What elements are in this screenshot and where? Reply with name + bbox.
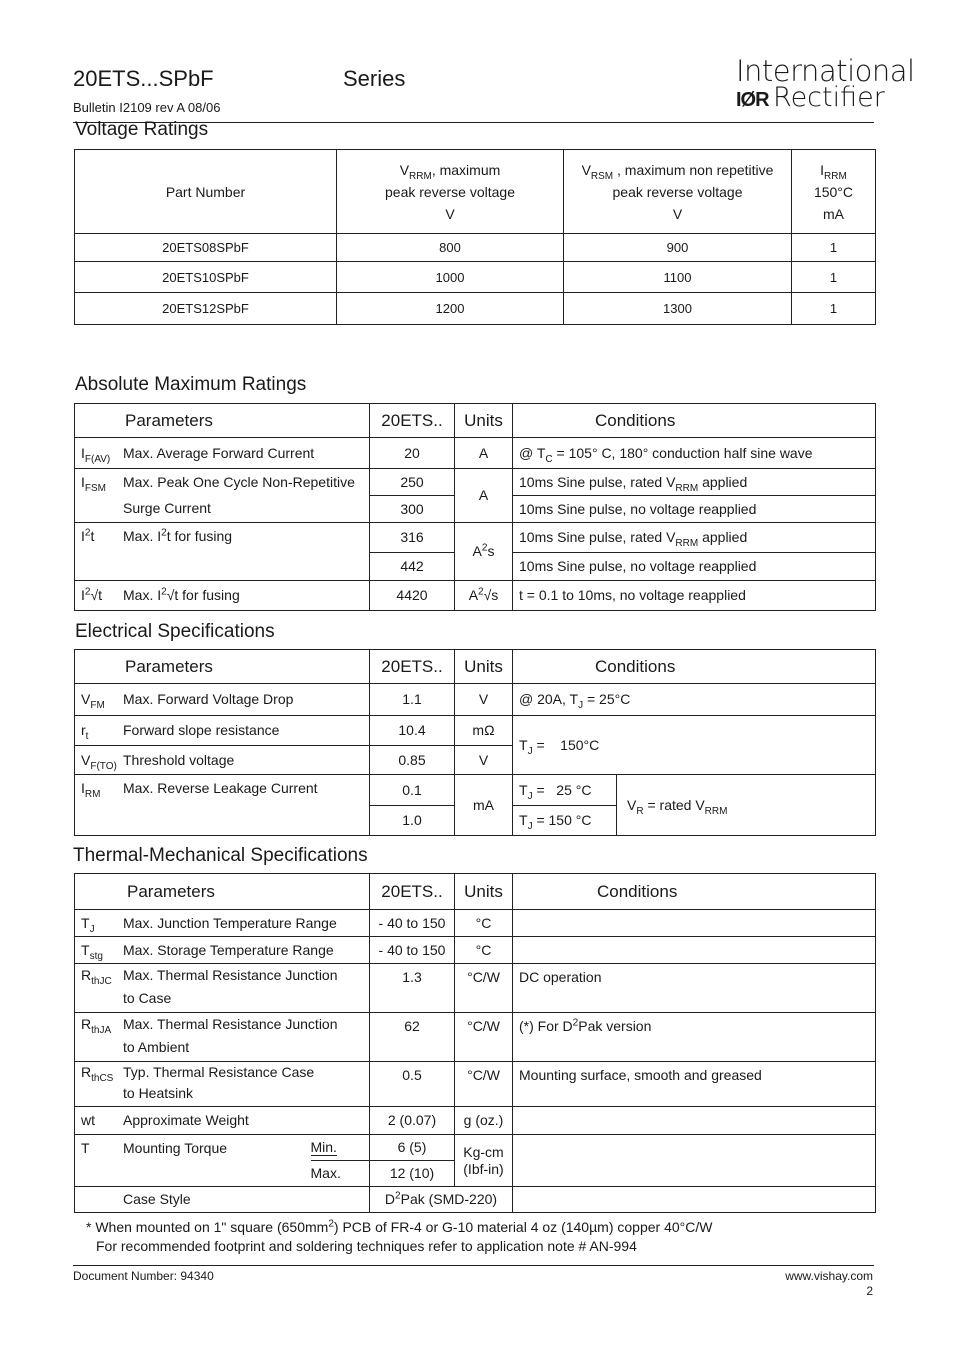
value-cell: 6 (5) <box>370 1135 455 1161</box>
value-cell: 250 <box>370 469 455 496</box>
parameters-header: Parameters <box>75 650 370 684</box>
unit-cell: °C <box>455 937 513 964</box>
table-header-row <box>75 874 876 910</box>
parameter-cell: $I_{FSM}$ Max. Peak One Cycle Non-Repetitive <box>75 469 370 496</box>
value-header: 20ETS.. <box>370 650 455 684</box>
table-row <box>75 293 876 325</box>
table-row <box>75 234 876 262</box>
irrm-header: $I_{RRM}$ 150°C mA <box>792 150 876 234</box>
vrsm-cell: 900 <box>564 234 792 262</box>
torque-min-label: Min. <box>311 1135 370 1161</box>
unit-cell: °C/W <box>455 1013 513 1062</box>
absolute-max-title: Absolute Maximum Ratings <box>75 374 307 395</box>
unit-cell: °C/W <box>455 964 513 1013</box>
logo-ior-mark: IØR <box>736 89 769 111</box>
document-number: Document Number: 94340 <box>73 1269 214 1283</box>
conditions-header: Conditions <box>513 404 876 438</box>
condition-cell: $T_J = 25$ °C <box>513 775 617 806</box>
table-row <box>75 1107 876 1135</box>
value-cell: 2 (0.07) <box>370 1107 455 1135</box>
condition-cell: $V_R$ = rated $V_{RRM}$ <box>617 775 876 836</box>
table-header-row <box>75 650 876 684</box>
part-number-header: Part Number <box>75 150 337 234</box>
voltage-header-row <box>75 150 876 234</box>
logo-line-2: Rectifier <box>773 82 885 113</box>
parameter-cell: $R_{thCS}$ Typ. Thermal Resistance Case to Heatsink <box>75 1062 370 1107</box>
condition-cell <box>513 1107 876 1135</box>
parameter-cell: $R_{thJA}$ Max. Thermal Resistance Junction to Ambient <box>75 1013 370 1062</box>
units-header: Units <box>455 404 513 438</box>
parameter-cell: $I_{RM}$ Max. Reverse Leakage Current <box>75 775 370 836</box>
value-cell: 300 <box>370 496 455 523</box>
conditions-header: Conditions <box>513 874 876 910</box>
parameter-cell: $I^2√t$ Max. $I^2√t$ for fusing <box>75 581 370 611</box>
value-cell: 10.4 <box>370 716 455 746</box>
condition-cell: Mounting surface, smooth and greased <box>513 1062 876 1107</box>
parameter-cell: $I_{F(AV)}$ Max. Average Forward Current <box>75 438 370 469</box>
vrrm-header: $V_{RRM}$, maximum peak reverse voltage V <box>337 150 564 234</box>
value-cell: 12 (10) <box>370 1161 455 1187</box>
unit-cell: mA <box>455 775 513 836</box>
table-row <box>75 1013 876 1062</box>
value-cell: 442 <box>370 553 455 581</box>
parameter-cell: T Mounting Torque <box>75 1135 311 1187</box>
units-header: Units <box>455 874 513 910</box>
table-row <box>75 1187 876 1213</box>
absolute-max-table <box>74 403 876 611</box>
condition-cell: (*) For $D^2Pak$ version <box>513 1013 876 1062</box>
value-cell: - 40 to 150 <box>370 910 455 937</box>
unit-cell: °C/W <box>455 1062 513 1107</box>
parameter-cell: $I^2t$ Max. $I^2t$ for fusing <box>75 523 370 581</box>
parameter-cell: $R_{thJC}$ Max. Thermal Resistance Junction to Case <box>75 964 370 1013</box>
website-link[interactable]: www.vishay.com <box>785 1269 873 1283</box>
parameter-cell: wt Approximate Weight <box>75 1107 370 1135</box>
condition-cell: 10ms Sine pulse, no voltage reapplied <box>513 553 876 581</box>
table-row <box>75 523 876 553</box>
parameter-cell: $T_{stg}$ Max. Storage Temperature Range <box>75 937 370 964</box>
footnote-line-1: * When mounted on 1" square $(650mm^2)$ PCB of FR-4 or G-10 material 4 oz (140µm) copper 40°C/W <box>86 1218 713 1235</box>
value-cell: 0.1 <box>370 775 455 806</box>
unit-cell: A <box>455 438 513 469</box>
table-row <box>75 581 876 611</box>
part-number-cell: 20ETS10SPbF <box>75 262 337 293</box>
company-logo <box>736 54 915 113</box>
parameter-cell: $V_{F(TO)}$ Threshold voltage <box>75 746 370 775</box>
vrrm-cell: 1000 <box>337 262 564 293</box>
electrical-specs-table <box>74 649 876 836</box>
voltage-ratings-title: Voltage Ratings <box>75 119 209 140</box>
unit-cell: g (oz.) <box>455 1107 513 1135</box>
table-row <box>75 438 876 469</box>
parameters-header: Parameters <box>75 874 370 910</box>
condition-cell <box>513 1187 876 1213</box>
vrrm-cell: 800 <box>337 234 564 262</box>
value-cell: 62 <box>370 1013 455 1062</box>
condition-cell: @ $T_C = 105^\circ$ C, 180° conduction half sine wave <box>513 438 876 469</box>
value-cell: 20 <box>370 438 455 469</box>
part-number-cell: 20ETS08SPbF <box>75 234 337 262</box>
parameters-header: Parameters <box>75 404 370 438</box>
value-cell: 1.3 <box>370 964 455 1013</box>
value-cell: 0.85 <box>370 746 455 775</box>
condition-cell <box>513 937 876 964</box>
unit-cell: V <box>455 684 513 716</box>
condition-cell: t = 0.1 to 10ms, no voltage reapplied <box>513 581 876 611</box>
condition-cell: 10ms Sine pulse, rated $V_{RRM}$ applied <box>513 523 876 553</box>
series-label: Series <box>343 66 406 91</box>
table-row <box>75 262 876 293</box>
footnote-line-2: For recommended footprint and soldering techniques refer to application note # AN-994 <box>96 1238 637 1254</box>
table-row <box>75 1135 876 1161</box>
unit-cell: °C <box>455 910 513 937</box>
part-number-cell: 20ETS12SPbF <box>75 293 337 325</box>
bulletin-text: Bulletin I2109 rev A 08/06 <box>73 100 221 115</box>
table-row <box>75 716 876 746</box>
part-series-title: 20ETS...SPbF <box>73 66 214 91</box>
condition-cell: $T_J$ = 150°C <box>513 716 876 775</box>
page-number: 2 <box>866 1284 873 1298</box>
value-cell: 0.5 <box>370 1062 455 1107</box>
table-row <box>75 937 876 964</box>
parameter-cell: $V_{FM}$ Max. Forward Voltage Drop <box>75 684 370 716</box>
unit-cell: mΩ <box>455 716 513 746</box>
voltage-ratings-table <box>74 149 876 325</box>
electrical-specs-title: Electrical Specifications <box>75 621 275 642</box>
value-cell: 1.0 <box>370 806 455 836</box>
table-row <box>75 469 876 496</box>
vrrm-cell: 1200 <box>337 293 564 325</box>
unit-cell: Kg-cm (Ibf-in) <box>455 1135 513 1187</box>
parameter-cell: $T_J$ Max. Junction Temperature Range <box>75 910 370 937</box>
units-header: Units <box>455 650 513 684</box>
parameter-cell: Surge Current <box>75 496 370 523</box>
condition-cell: @ 20A, $T_J = 25^\circ C$ <box>513 684 876 716</box>
condition-cell: $T_J = 150$ °C <box>513 806 617 836</box>
irrm-cell: 1 <box>792 234 876 262</box>
unit-cell: A <box>455 469 513 523</box>
table-row <box>75 910 876 937</box>
parameter-cell: $r_t$ Forward slope resistance <box>75 716 370 746</box>
table-header-row <box>75 404 876 438</box>
irrm-cell: 1 <box>792 293 876 325</box>
value-cell: 316 <box>370 523 455 553</box>
irrm-cell: 1 <box>792 262 876 293</box>
table-row <box>75 1062 876 1107</box>
conditions-header: Conditions <box>513 650 876 684</box>
value-header: 20ETS.. <box>370 874 455 910</box>
parameter-cell: Case Style <box>75 1187 370 1213</box>
table-row <box>75 684 876 716</box>
value-header: 20ETS.. <box>370 404 455 438</box>
vrsm-header: $V_{RSM}$ , maximum non repetitive peak reverse voltage V <box>564 150 792 234</box>
table-row <box>75 775 876 806</box>
unit-cell: $A^2√s$ <box>455 581 513 611</box>
value-cell: 4420 <box>370 581 455 611</box>
value-cell: $D^2Pak$ (SMD-220) <box>370 1187 513 1213</box>
unit-cell: V <box>455 746 513 775</box>
footer-rule <box>73 1265 874 1266</box>
value-cell: 1.1 <box>370 684 455 716</box>
thermal-specs-title: Thermal-Mechanical Specifications <box>73 845 368 866</box>
unit-cell: $A^2s$ <box>455 523 513 581</box>
table-row <box>75 964 876 1013</box>
condition-cell <box>513 1135 876 1187</box>
thermal-specs-table <box>74 873 876 1213</box>
condition-cell: 10ms Sine pulse, rated $V_{RRM}$ applied <box>513 469 876 496</box>
vrsm-cell: 1100 <box>564 262 792 293</box>
condition-cell: DC operation <box>513 964 876 1013</box>
condition-cell <box>513 910 876 937</box>
condition-cell: 10ms Sine pulse, no voltage reapplied <box>513 496 876 523</box>
logo-line-1: International <box>736 54 915 88</box>
vrsm-cell: 1300 <box>564 293 792 325</box>
value-cell: - 40 to 150 <box>370 937 455 964</box>
torque-max-label: Max. <box>311 1161 370 1187</box>
